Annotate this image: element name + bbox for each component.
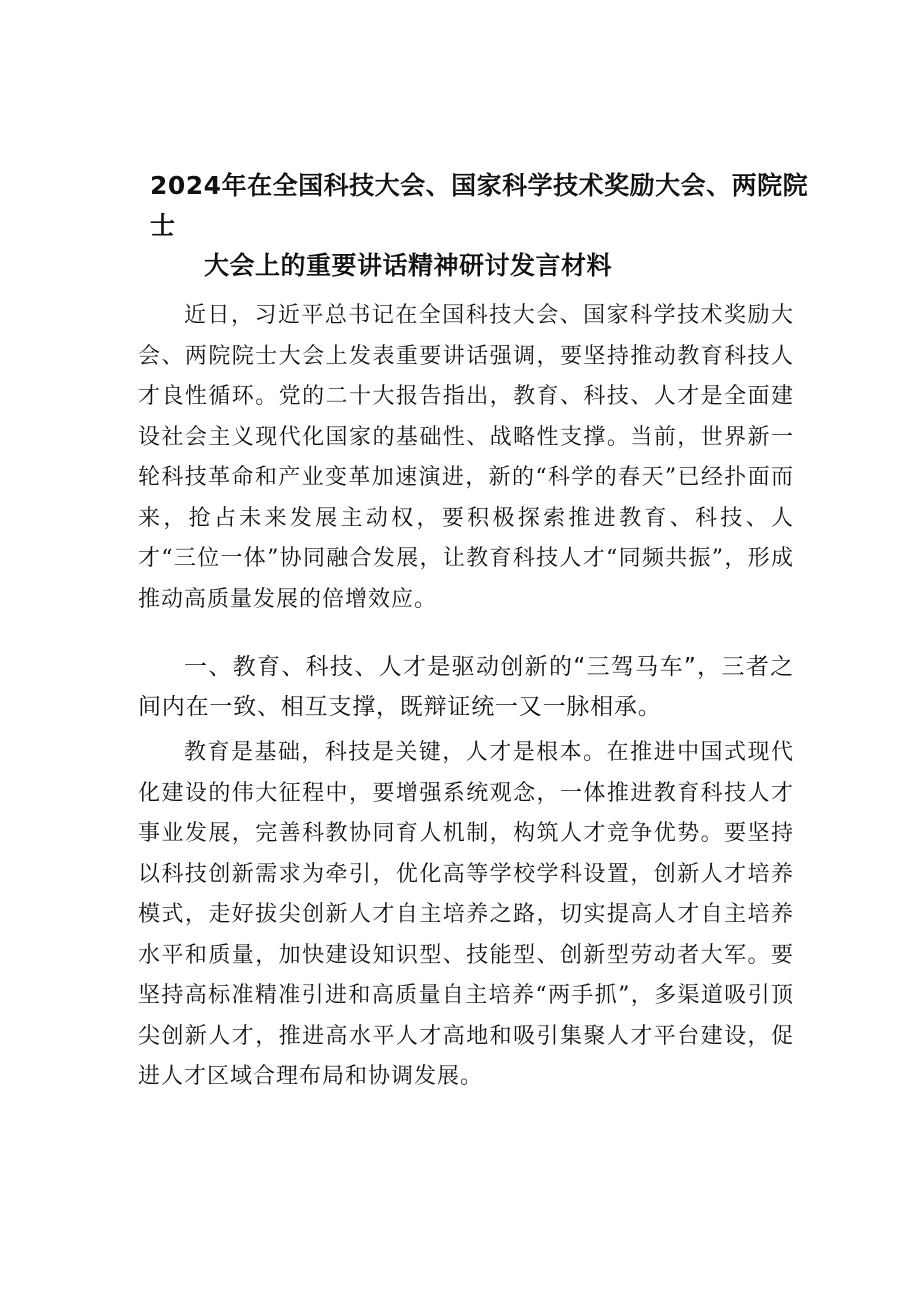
document-title	[150, 166, 810, 286]
title-line-1: 2024年在全国科技大会、国家科学技术奖励大会、两院院士	[150, 171, 809, 240]
section-paragraph: 教育是基础，科技是关键，人才是根本。在推进中国式现代化建设的伟大征程中，要增强系统观念，一体推进教育科技人才事业发展，完善科教协同育人机制，构筑人才竞争优势。要坚持以科技创新需求为牵引，优化高等学校学科设置，创新人才培养模式，走好拔尖创新人才自主培养之路，切实提高人才自主培养水平和质量，加快建设知识型、技能型、创新型劳动者大军。要坚持高标准精准引进和高质量自主培养“两手抓”，多渠道吸引顶尖创新人才，推进高水平人才高地和吸引集聚人才平台建设，促进人才区域合理布局和协调发展。	[138, 740, 794, 1089]
section-heading: 一、教育、科技、人才是驱动创新的“三驾马车”，三者之间内在一致、相互支撑，既辩证统一又一脉相承。	[138, 654, 794, 720]
intro-paragraph: 近日，习近平总书记在全国科技大会、国家科学技术奖励大会、两院院士大会上发表重要讲话强调，要坚持推动教育科技人才良性循环。党的二十大报告指出，教育、科技、人才是全面建设社会主义现代化国家的基础性、战略性支撑。当前，世界新一轮科技革命和产业变革加速演进，新的“科学的春天”已经扑面而来，抢占未来发展主动权，要积极探索推进教育、科技、人才“三位一体”协同融合发展，让教育科技人才“同频共振”，形成推动高质量发展的倍增效应。	[138, 303, 794, 612]
title-line-2: 大会上的重要讲话精神研讨发言材料	[204, 251, 613, 280]
